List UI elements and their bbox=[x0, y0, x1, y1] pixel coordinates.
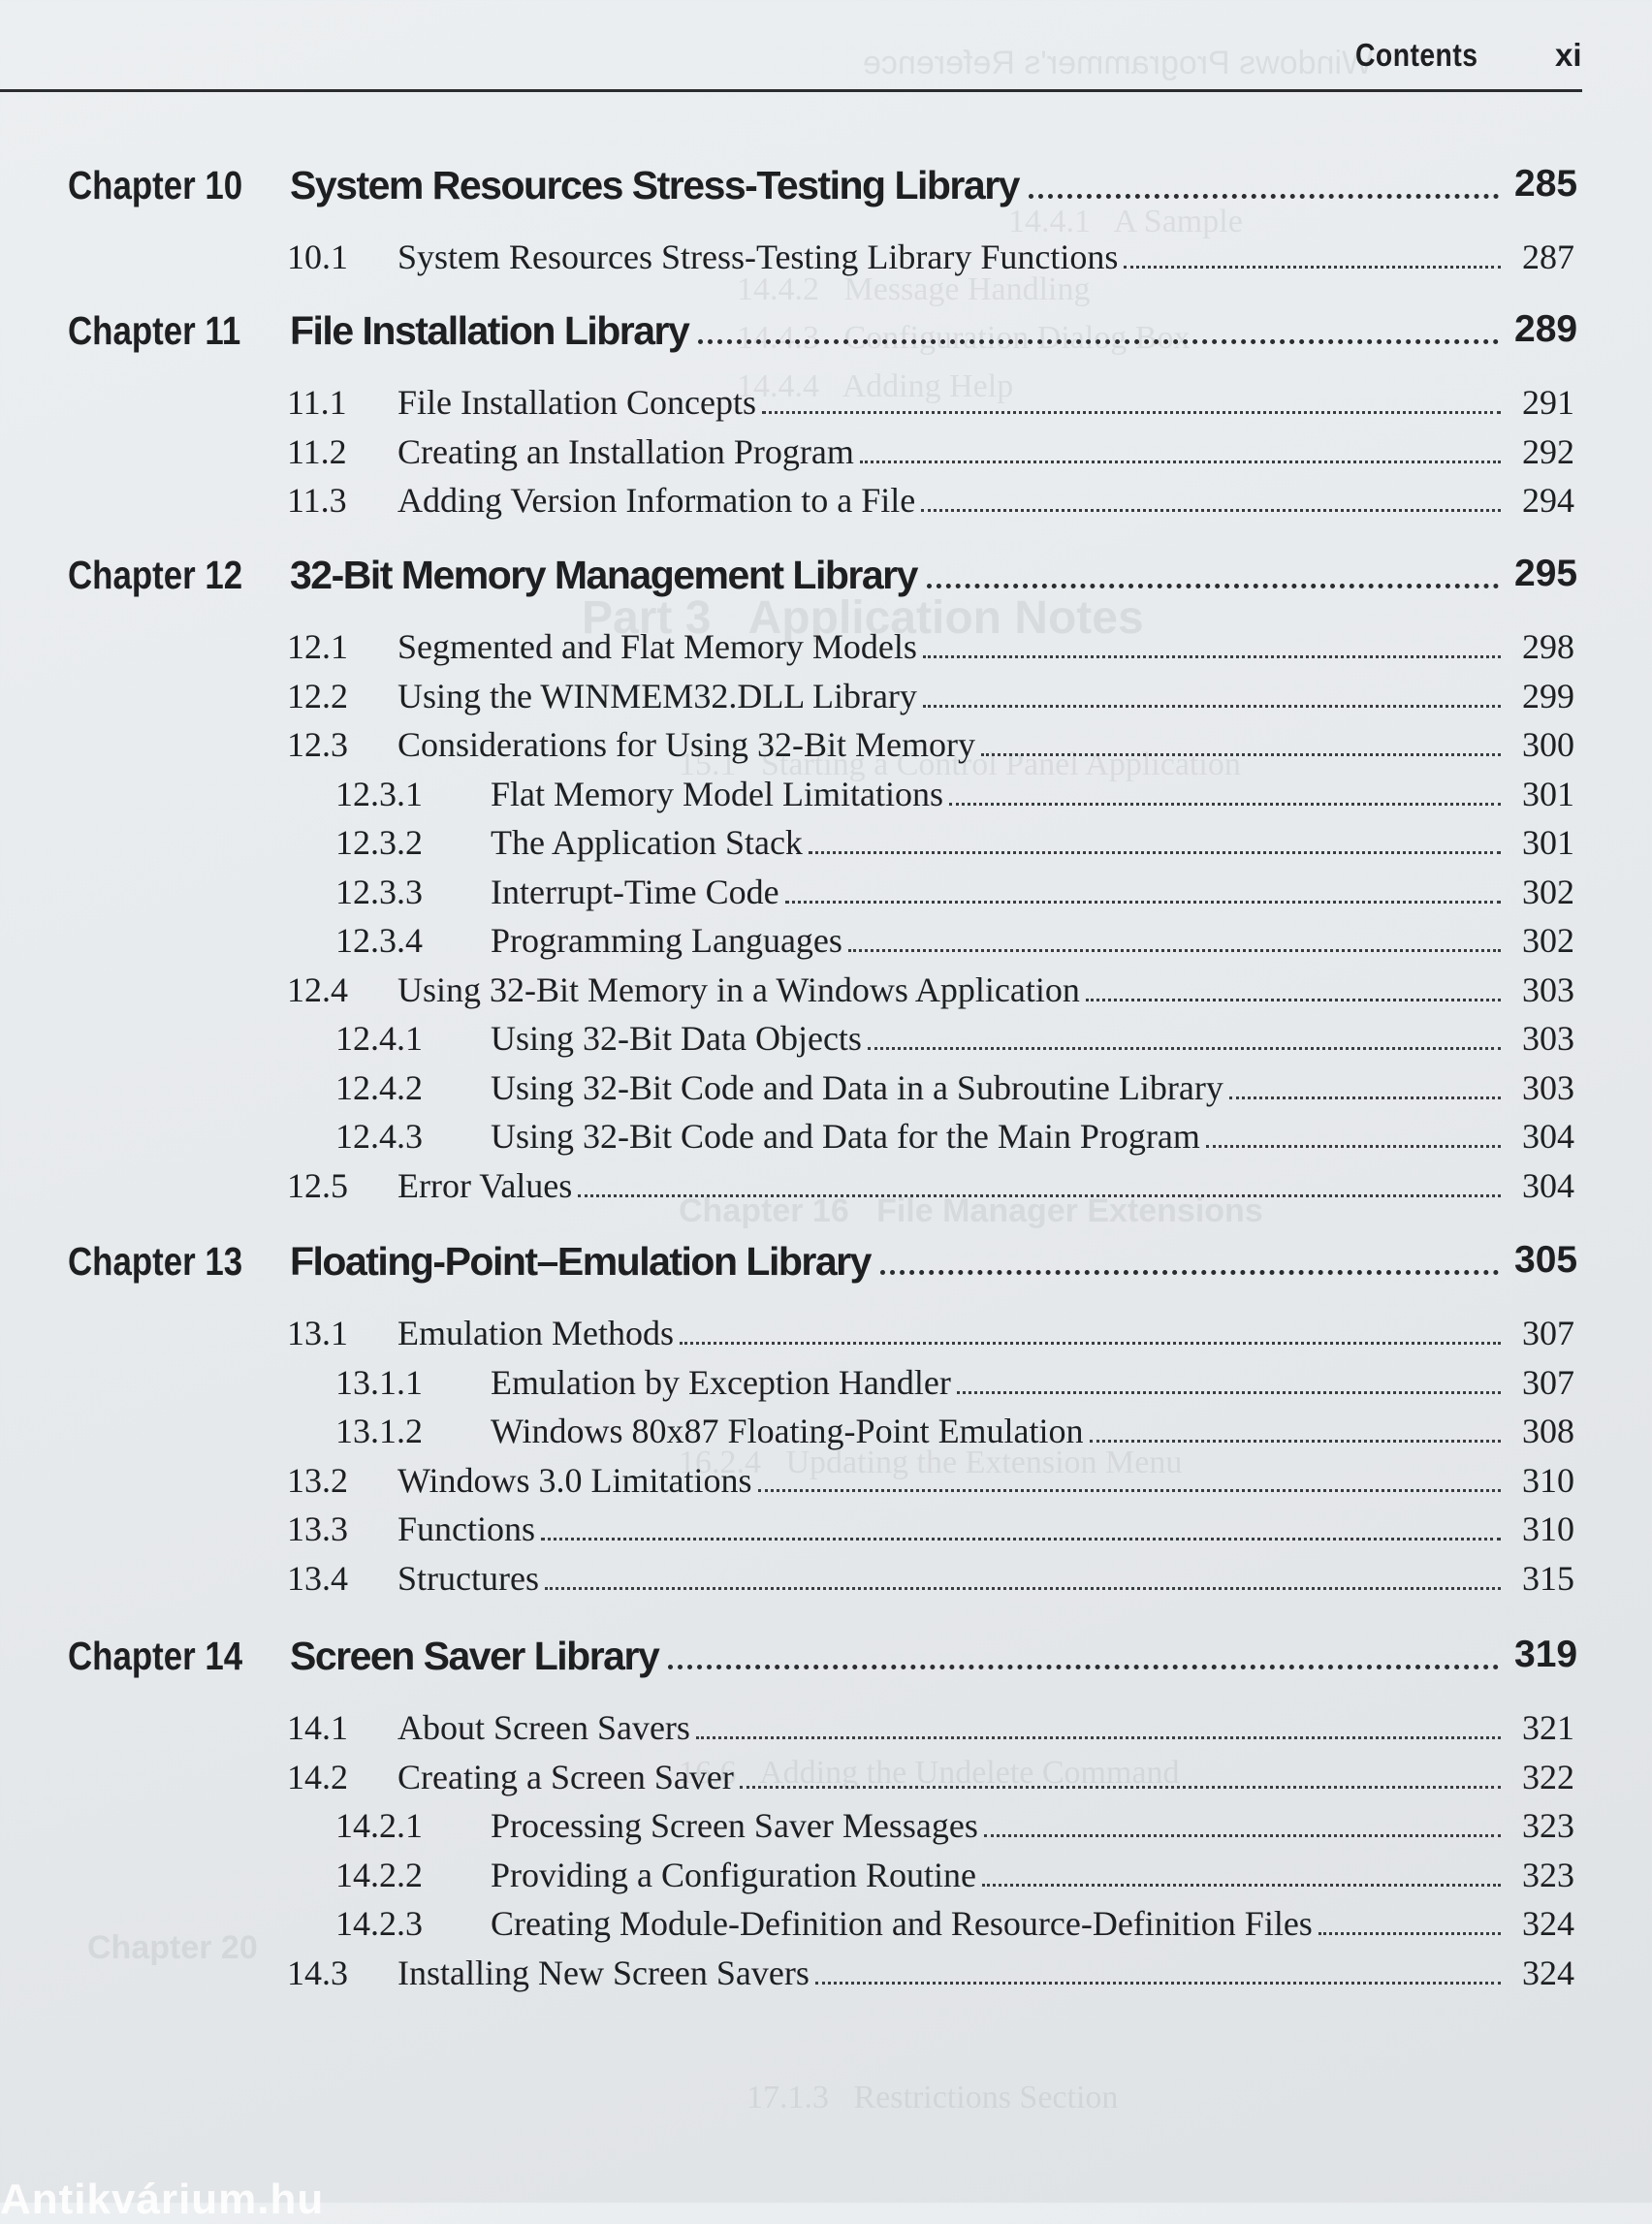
chapter-10 bbox=[0, 163, 1652, 286]
chapter-title: Screen Saver Library bbox=[290, 1634, 659, 1678]
dot-leader bbox=[578, 1194, 1501, 1197]
section-page: 303 bbox=[1522, 969, 1574, 1009]
dot-leader bbox=[880, 1270, 1499, 1275]
toc-entry[interactable] bbox=[0, 1362, 1652, 1412]
section-page: 302 bbox=[1522, 921, 1574, 960]
dot-leader bbox=[1229, 1096, 1501, 1099]
section-title: Processing Screen Saver Messages bbox=[491, 1806, 978, 1845]
watermark: Antikvárium.hu bbox=[0, 2176, 325, 2223]
dot-leader bbox=[1029, 194, 1499, 199]
toc-entry[interactable] bbox=[0, 1903, 1652, 1953]
section-page: 292 bbox=[1522, 431, 1574, 471]
dot-leader bbox=[680, 1342, 1501, 1345]
bleed-through: Part 3 Application Notes bbox=[582, 592, 1144, 644]
section-number: 14.2.1 bbox=[335, 1806, 423, 1845]
chapter-label: Chapter 13 bbox=[68, 1239, 243, 1284]
section-number: 12.3.2 bbox=[335, 823, 423, 862]
section-title: Emulation by Exception Handler bbox=[491, 1362, 951, 1402]
bleed-through: Chapter 20 bbox=[87, 1929, 258, 1966]
toc-entry[interactable] bbox=[0, 626, 1652, 676]
section-number: 11.3 bbox=[287, 481, 347, 520]
chapter-label: Chapter 14 bbox=[68, 1634, 243, 1678]
section-number: 11.2 bbox=[287, 431, 347, 471]
section-page: 321 bbox=[1522, 1708, 1574, 1747]
bleed-through: 16.6 Adding the Undelete Command bbox=[679, 1755, 1180, 1791]
dot-leader bbox=[1206, 1145, 1501, 1148]
bleed-through: 15.1 Starting a Control Panel Application bbox=[679, 747, 1241, 782]
section-page: 303 bbox=[1522, 1019, 1574, 1058]
section-title: Emulation Methods bbox=[397, 1314, 674, 1352]
section-page: 323 bbox=[1522, 1806, 1574, 1845]
dot-leader bbox=[1124, 266, 1501, 269]
dot-leader bbox=[923, 655, 1501, 658]
section-page: 324 bbox=[1522, 1953, 1574, 1992]
section-title: Windows 80x87 Floating-Point Emulation bbox=[491, 1412, 1084, 1450]
dot-leader bbox=[1086, 999, 1501, 1001]
section-number: 12.3.3 bbox=[335, 872, 423, 911]
dot-leader bbox=[923, 705, 1501, 708]
section-page: 322 bbox=[1522, 1757, 1574, 1796]
toc-entry[interactable] bbox=[0, 1411, 1652, 1460]
dot-leader bbox=[809, 851, 1501, 854]
bleed-through: 17.1.3 Restrictions Section bbox=[747, 2080, 1119, 2115]
dot-leader bbox=[927, 584, 1499, 588]
toc-entry[interactable] bbox=[0, 1116, 1652, 1165]
toc-entry[interactable] bbox=[0, 1805, 1652, 1855]
section-page: 299 bbox=[1522, 676, 1574, 715]
dot-leader bbox=[545, 1587, 1501, 1590]
dot-leader bbox=[668, 1665, 1499, 1669]
chapter-heading[interactable] bbox=[0, 1634, 1652, 1707]
section-number: 11.1 bbox=[287, 383, 347, 422]
toc-entry[interactable] bbox=[0, 676, 1652, 725]
section-title: Creating an Installation Program bbox=[397, 431, 854, 471]
section-page: 291 bbox=[1522, 383, 1574, 422]
dot-leader bbox=[698, 339, 1499, 344]
chapter-heading[interactable] bbox=[0, 163, 1652, 237]
dot-leader bbox=[758, 1489, 1501, 1492]
section-page: 315 bbox=[1522, 1558, 1574, 1598]
toc-entry[interactable] bbox=[0, 1165, 1652, 1215]
section-number: 12.4.3 bbox=[335, 1117, 423, 1156]
section-title: Considerations for Using 32-Bit Memory bbox=[397, 725, 975, 764]
section-page: 307 bbox=[1522, 1314, 1574, 1352]
section-number: 13.1.2 bbox=[335, 1412, 423, 1450]
section-page: 302 bbox=[1522, 872, 1574, 911]
chapter-title: System Resources Stress-Testing Library bbox=[290, 163, 1019, 207]
section-number: 12.3 bbox=[287, 725, 348, 764]
section-title: The Application Stack bbox=[491, 823, 803, 862]
bleed-through: 16.2.4 Updating the Extension Menu bbox=[679, 1445, 1183, 1480]
toc-entry[interactable] bbox=[0, 774, 1652, 823]
chapter-label: Chapter 11 bbox=[68, 308, 241, 353]
section-number: 14.1 bbox=[287, 1708, 348, 1747]
chapter-12 bbox=[0, 553, 1652, 1214]
dot-leader bbox=[984, 1834, 1501, 1837]
dot-leader bbox=[696, 1736, 1501, 1739]
section-title: Segmented and Flat Memory Models bbox=[397, 627, 917, 666]
section-page: 301 bbox=[1522, 823, 1574, 862]
section-page: 310 bbox=[1522, 1509, 1574, 1548]
section-page: 301 bbox=[1522, 774, 1574, 813]
chapter-page: 319 bbox=[1514, 1634, 1578, 1675]
header-rule bbox=[0, 89, 1582, 92]
section-title: Interrupt-Time Code bbox=[491, 872, 779, 911]
toc-entry[interactable] bbox=[0, 920, 1652, 969]
section-page: 300 bbox=[1522, 725, 1574, 764]
bleed-through: 14.4.3 Configuration Dialog Box bbox=[737, 320, 1191, 356]
section-number: 13.2 bbox=[287, 1460, 348, 1500]
section-number: 12.5 bbox=[287, 1165, 348, 1205]
bleed-through: Chapter 16 File Manager Extensions bbox=[679, 1192, 1263, 1229]
toc-entry[interactable] bbox=[0, 1855, 1652, 1904]
chapter-label: Chapter 10 bbox=[68, 163, 243, 207]
dot-leader bbox=[785, 901, 1501, 904]
section-title: Programming Languages bbox=[491, 921, 842, 960]
toc-entry[interactable] bbox=[0, 1707, 1652, 1757]
dot-leader bbox=[762, 411, 1501, 414]
dot-leader bbox=[982, 1884, 1501, 1887]
dot-leader bbox=[740, 1786, 1501, 1789]
section-number: 12.4.2 bbox=[335, 1067, 423, 1107]
toc-entry[interactable] bbox=[0, 969, 1652, 1019]
section-title: Using 32-Bit Memory in a Windows Application bbox=[397, 969, 1080, 1009]
section-number: 14.3 bbox=[287, 1953, 348, 1992]
section-title: Windows 3.0 Limitations bbox=[397, 1460, 752, 1500]
chapter-title: File Installation Library bbox=[290, 308, 689, 353]
toc-entry[interactable] bbox=[0, 724, 1652, 774]
toc-entry[interactable] bbox=[0, 237, 1652, 286]
dot-leader bbox=[860, 461, 1501, 463]
chapter-heading[interactable] bbox=[0, 1239, 1652, 1313]
toc-entry[interactable] bbox=[0, 480, 1652, 529]
section-title: Adding Version Information to a File bbox=[397, 481, 916, 520]
dot-leader bbox=[868, 1047, 1501, 1050]
section-title: File Installation Concepts bbox=[397, 383, 756, 422]
bleed-through: 14.4.4 Adding Help bbox=[737, 368, 1014, 404]
chapter-14 bbox=[0, 1634, 1652, 2001]
bleed-through: Windows Programmer's Reference bbox=[863, 45, 1374, 81]
section-number: 10.1 bbox=[287, 238, 348, 276]
toc-entry[interactable] bbox=[0, 431, 1652, 481]
toc-entry[interactable] bbox=[0, 1953, 1652, 2002]
section-page: 304 bbox=[1522, 1117, 1574, 1156]
section-title: Using 32-Bit Code and Data for the Main Program bbox=[491, 1117, 1200, 1156]
section-title: Functions bbox=[397, 1509, 536, 1548]
section-title: Using 32-Bit Data Objects bbox=[491, 1019, 862, 1058]
section-title: Creating Module-Definition and Resource-Definition Files bbox=[491, 1904, 1313, 1943]
chapter-page: 295 bbox=[1514, 553, 1578, 594]
chapter-heading[interactable] bbox=[0, 553, 1652, 626]
section-title: Using the WINMEM32.DLL Library bbox=[397, 676, 917, 715]
section-number: 13.3 bbox=[287, 1509, 348, 1548]
section-page: 323 bbox=[1522, 1855, 1574, 1894]
dot-leader bbox=[1090, 1440, 1501, 1443]
bleed-through: 14.4.2 Message Handling bbox=[737, 271, 1091, 307]
section-number: 14.2.3 bbox=[335, 1904, 423, 1943]
section-title: Creating a Screen Saver bbox=[397, 1757, 734, 1796]
chapter-heading[interactable] bbox=[0, 308, 1652, 382]
chapter-page: 285 bbox=[1514, 163, 1578, 205]
section-title: Providing a Configuration Routine bbox=[491, 1855, 976, 1894]
section-page: 324 bbox=[1522, 1904, 1574, 1943]
dot-leader bbox=[848, 949, 1501, 952]
section-number: 12.4 bbox=[287, 969, 348, 1009]
section-title: System Resources Stress-Testing Library Functions bbox=[397, 238, 1119, 276]
section-page: 308 bbox=[1522, 1412, 1574, 1450]
chapter-title: Floating-Point–Emulation Library bbox=[290, 1239, 871, 1284]
section-page: 294 bbox=[1522, 481, 1574, 520]
toc-entry[interactable] bbox=[0, 1067, 1652, 1117]
section-number: 12.2 bbox=[287, 676, 348, 715]
toc-entry[interactable] bbox=[0, 1018, 1652, 1067]
section-number: 12.1 bbox=[287, 627, 348, 666]
dot-leader bbox=[981, 753, 1501, 756]
section-page: 304 bbox=[1522, 1165, 1574, 1205]
chapter-label: Chapter 12 bbox=[68, 553, 243, 597]
toc-entry[interactable] bbox=[0, 822, 1652, 872]
section-title: Flat Memory Model Limitations bbox=[491, 774, 943, 813]
section-number: 14.2.2 bbox=[335, 1855, 423, 1894]
section-title: Using 32-Bit Code and Data in a Subroutine Library bbox=[491, 1067, 1223, 1107]
toc-entry[interactable] bbox=[0, 1558, 1652, 1607]
chapter-page: 289 bbox=[1514, 308, 1578, 350]
section-page: 303 bbox=[1522, 1067, 1574, 1107]
section-title: Structures bbox=[397, 1558, 539, 1598]
section-number: 12.3.1 bbox=[335, 774, 423, 813]
running-header-title: Contents bbox=[1355, 37, 1478, 73]
section-number: 12.4.1 bbox=[335, 1019, 423, 1058]
bleed-through: 14.4.1 A Sample bbox=[1008, 204, 1243, 239]
dot-leader bbox=[921, 509, 1501, 512]
toc-entry[interactable] bbox=[0, 1757, 1652, 1806]
section-number: 13.1 bbox=[287, 1314, 348, 1352]
chapter-13 bbox=[0, 1239, 1652, 1606]
section-page: 298 bbox=[1522, 627, 1574, 666]
toc-entry[interactable] bbox=[0, 1509, 1652, 1558]
dot-leader bbox=[957, 1391, 1501, 1394]
section-title: Error Values bbox=[397, 1165, 573, 1205]
toc-entry[interactable] bbox=[0, 872, 1652, 921]
dot-leader bbox=[1318, 1932, 1501, 1935]
toc-entry[interactable] bbox=[0, 1313, 1652, 1362]
chapter-11 bbox=[0, 308, 1652, 529]
section-title: About Screen Savers bbox=[397, 1708, 690, 1747]
section-title: Installing New Screen Savers bbox=[397, 1953, 810, 1992]
section-number: 13.1.1 bbox=[335, 1362, 423, 1402]
section-page: 287 bbox=[1522, 238, 1574, 276]
section-page: 310 bbox=[1522, 1460, 1574, 1500]
page-number: xi bbox=[1555, 37, 1582, 73]
chapter-page: 305 bbox=[1514, 1239, 1578, 1281]
section-number: 14.2 bbox=[287, 1757, 348, 1796]
section-number: 13.4 bbox=[287, 1558, 348, 1598]
chapter-title: 32-Bit Memory Management Library bbox=[290, 553, 917, 597]
dot-leader bbox=[949, 803, 1501, 806]
toc-entry[interactable] bbox=[0, 382, 1652, 431]
dot-leader bbox=[815, 1982, 1501, 1985]
section-page: 307 bbox=[1522, 1362, 1574, 1402]
section-number: 12.3.4 bbox=[335, 921, 423, 960]
dot-leader bbox=[541, 1538, 1501, 1541]
toc-entry[interactable] bbox=[0, 1460, 1652, 1509]
